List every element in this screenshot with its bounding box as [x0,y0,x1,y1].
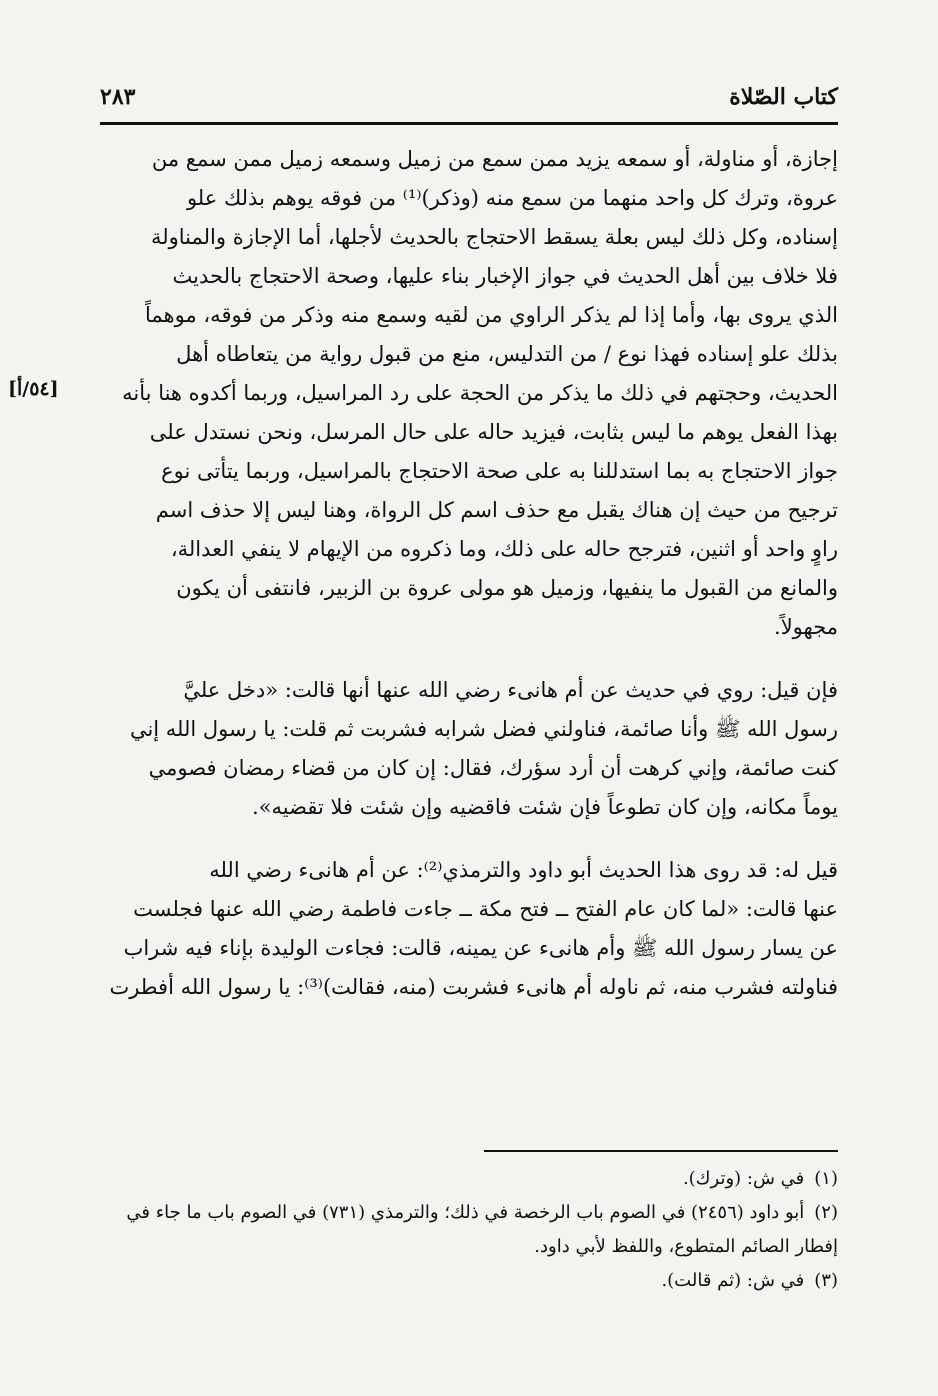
line: فلا خلاف بين أهل الحديث في جواز الإخبار بناء عليها، وصحة الاحتجاج بالحديث [172,264,838,288]
footnote-number: (١) [814,1168,838,1189]
header-rule [100,122,838,125]
book-title: كتاب الصّلاة [729,84,838,110]
line: إجازة، أو مناولة، أو سمعه يزيد ممن سمع من زميل وسمعه زميل ممن سمع من [151,147,838,171]
line: ترجيح من حيث إن هناك يقبل مع حذف اسم كل الرواة، وهنا ليس إلا حذف اسم [155,498,838,522]
line: كنت صائمة، وإني كرهت أن أرد سؤرك، فقال: إن كان من قضاء رمضان فصومي [148,756,838,780]
line: يوماً مكانه، وإن كان تطوعاً فإن شئت فاقضيه وإن شئت فلا تقضيه». [252,795,838,819]
line: فناولته فشرب منه، ثم ناوله أم هانىء فشربت (منه، فقالت)⁽³⁾: يا رسول الله أفطرت [109,975,838,999]
footnote-item [100,1264,838,1298]
line: الحديث، وحجتهم في ذلك ما يذكر من الحجة على رد المراسيل، وربما أكدوه هنا بأنه [122,381,838,405]
line: رسول الله ﷺ وأنا صائمة، فناولني فضل شرابه فشربت ثم قلت: يا رسول الله إني [129,717,838,741]
footnote-item [100,1196,838,1264]
footnote-item [100,1162,838,1196]
line: جواز الاحتجاج به بما استدللنا به على صحة الاحتجاج بالمراسيل، وربما يتأتى نوع [161,459,838,483]
line: فإن قيل: روي في حديث عن أم هانىء رضي الله عنها أنها قالت: «دخل عليَّ [183,678,838,702]
line: عروة، وترك كل واحد منهما من سمع منه (وذكر)⁽¹⁾ من فوقه يوهم بذلك علو [186,186,838,210]
paragraph-1 [100,140,838,647]
margin-folio-note: [٥٤/أ] [8,378,59,400]
line: والمانع من القبول ما ينفيها، وزميل هو مولى عروة بن الزبير، فانتفى أن يكون [176,576,838,600]
line: مجهولاً. [774,615,838,639]
page-header [100,80,838,120]
page-number: ٢٨٣ [100,84,136,110]
footnote-rule [484,1150,838,1152]
paragraph-2 [100,671,838,827]
footnote-number: (٣) [814,1270,838,1291]
footnote-text: أبو داود (٢٤٥٦) في الصوم باب الرخصة في ذلك؛ والترمذي (٧٣١) في الصوم باب ما جاء في إفطار الصائم المتطوع، واللفظ لأبي داود. [126,1202,838,1257]
line: عنها قالت: «لما كان عام الفتح ــ فتح مكة ــ جاءت فاطمة رضي الله عنها فجلست [133,897,838,921]
footnote-text: في ش: (ثم قالت). [661,1270,805,1291]
line: قيل له: قد روى هذا الحديث أبو داود والترمذي⁽²⁾: عن أم هانىء رضي الله [209,858,838,882]
line: عن يسار رسول الله ﷺ وأم هانىء عن يمينه، قالت: فجاءت الوليدة بإناء فيه شراب [123,936,838,960]
paragraph-3 [100,851,838,1007]
footnote-text: في ش: (وترك). [682,1168,805,1189]
line: راوٍ واحد أو اثنين، فترجح حاله على ذلك، وما ذكروه من الإيهام لا ينفي العدالة، [170,537,838,561]
line: بذلك علو إسناده فهذا نوع / من التدليس، منع من قبول رواية من يتعاطاه أهل [176,342,838,366]
body-text [100,140,838,1031]
footnotes [100,1162,838,1298]
footnote-number: (٢) [814,1202,838,1223]
line: إسناده، وكل ذلك ليس بعلة يسقط الاحتجاج بالحديث لأجلها، أما الإجازة والمناولة [150,225,838,249]
line: الذي يروى بها، وأما إذا لم يذكر الراوي من لقيه وسمع منه وذكر من فوقه، موهماً [145,303,838,327]
line: بهذا الفعل يوهم ما ليس بثابت، فيزيد حاله على حال المرسل، ونحن نستدل على [149,420,838,444]
